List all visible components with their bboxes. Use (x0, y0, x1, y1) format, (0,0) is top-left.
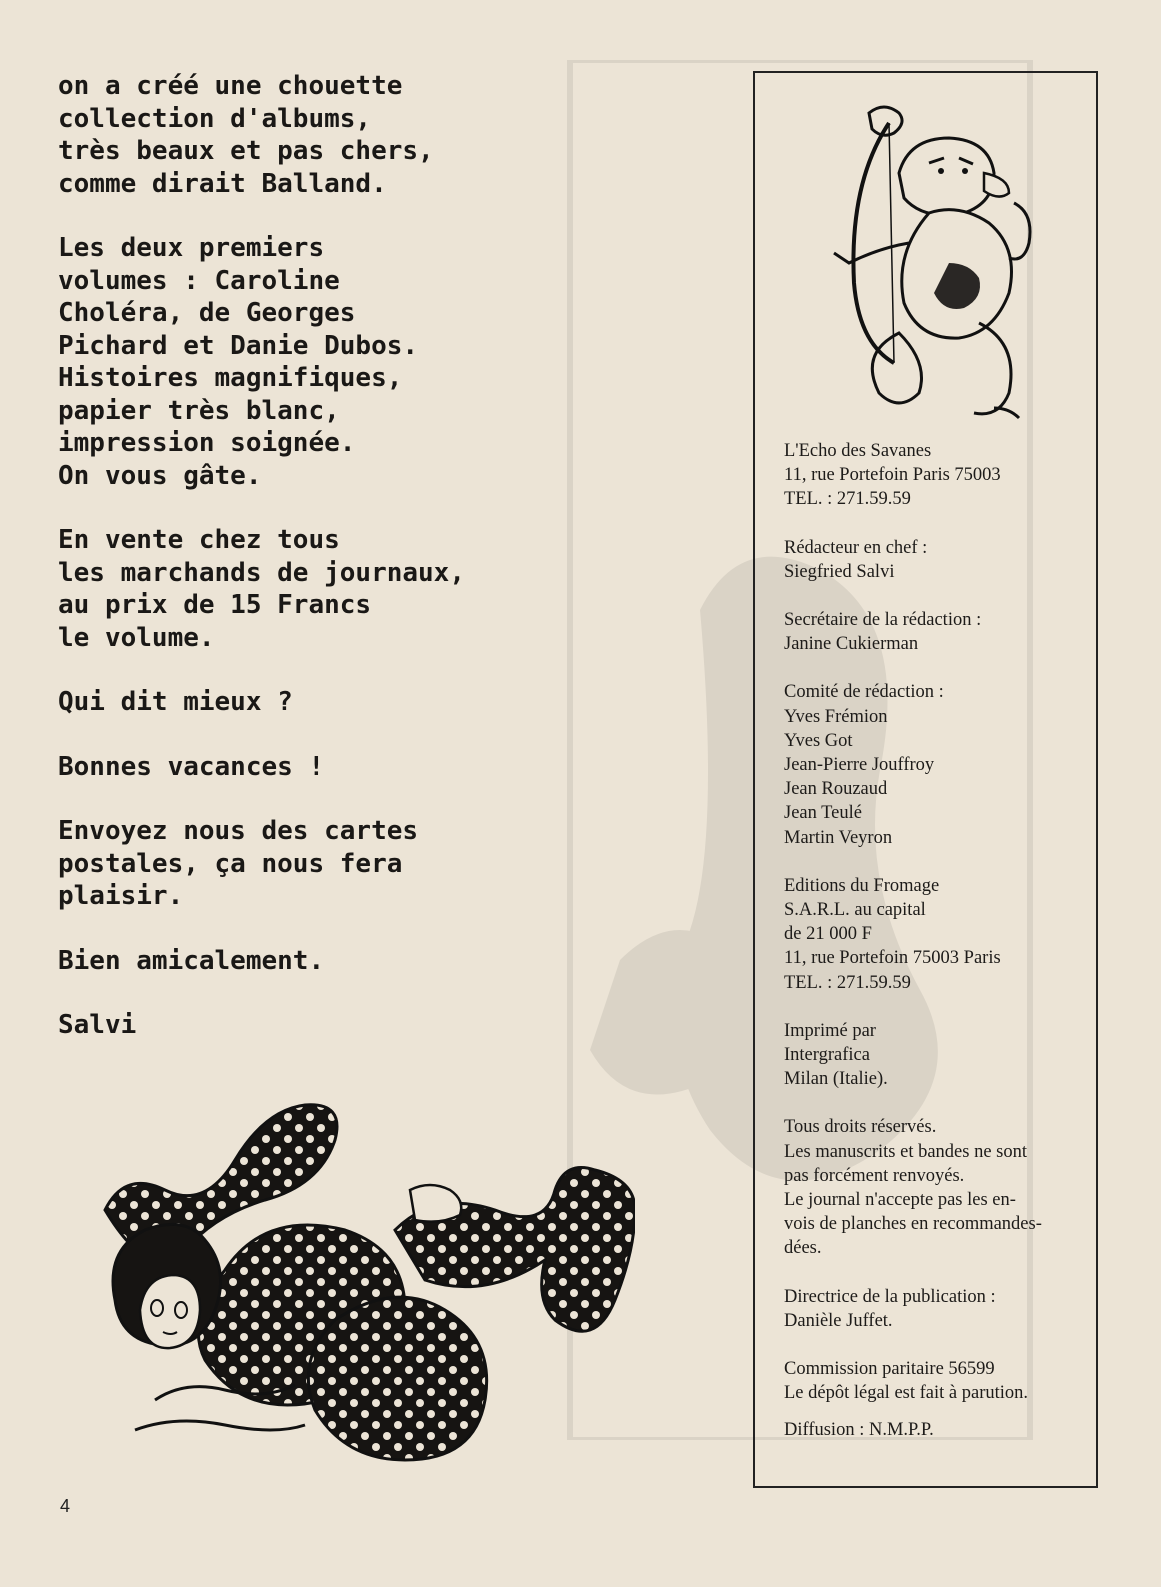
credits-line: Milan (Italie). (784, 1069, 888, 1090)
credits-line: Yves Got (784, 730, 853, 751)
credits-line: Editions du Fromage (784, 875, 940, 896)
credits-line: Commission paritaire 56599 (784, 1359, 995, 1380)
printer-info (784, 1019, 1096, 1092)
credits-line: Imprimé par (784, 1020, 876, 1041)
credits-line: Siegfried Salvi (784, 561, 895, 582)
rights-notice (784, 1115, 1096, 1260)
letter-paragraph: on a créé une chouette collection d'albums, très beaux et pas chers, comme dirait Balland. (58, 71, 434, 199)
credits-line: Les manuscrits et bandes ne sont (784, 1141, 1028, 1162)
credits-line: pas forcément renvoyés. (784, 1165, 965, 1186)
letter-paragraph: Bien amicalement. (58, 945, 325, 976)
credits-box (753, 71, 1098, 1488)
credits-line: vois de planches en recommandes- (784, 1214, 1042, 1235)
credits-line: L'Echo des Savanes (784, 441, 932, 461)
letter-paragraph: Envoyez nous des cartes postales, ça nous fera plaisir. (58, 816, 419, 911)
credits-line: Jean-Pierre Jouffroy (784, 755, 935, 776)
letter-paragraph: Bonnes vacances ! (58, 751, 325, 782)
credits-line: Le dépôt légal est fait à parution. (784, 1383, 1029, 1404)
credits-line: TEL. : 271.59.59 (784, 489, 911, 510)
credits-heading: Directrice de la publication : (784, 1286, 996, 1307)
letter-paragraph: Qui dit mieux ? (58, 687, 293, 717)
credits-line: Janine Cukierman (784, 634, 919, 655)
credits-line: Yves Frémion (784, 706, 888, 727)
letter-signature: Salvi (58, 1010, 137, 1040)
credits-line: de 21 000 F (784, 924, 872, 945)
woman-illustration (95, 1100, 635, 1480)
credits-line: dées. (784, 1238, 822, 1259)
credits-heading: Secrétaire de la rédaction : (784, 610, 982, 631)
letter-paragraph: En vente chez tous les marchands de journaux, au prix de 15 Francs le volume. (58, 525, 465, 653)
magazine-address (784, 439, 1096, 512)
commission-info (784, 1357, 1096, 1405)
credits-heading: Rédacteur en chef : (784, 537, 928, 558)
page-number: 4 (60, 1496, 71, 1516)
credits-text (784, 439, 1096, 1466)
credits-line: Jean Teulé (784, 803, 862, 824)
letter-paragraph: Les deux premiers volumes : Caroline Choléra, de Georges Pichard et Danie Dubos. Histoires magnifiques, papier très blanc, impression soignée. On vous gâte. (58, 233, 419, 491)
credits-line: Martin Veyron (784, 827, 893, 848)
credits-heading: Comité de rédaction : (784, 682, 944, 703)
credits-line: 11, rue Portefoin Paris 75003 (784, 465, 1001, 486)
editorial-secretary (784, 608, 1096, 656)
credits-line: TEL. : 271.59.59 (784, 972, 911, 993)
credits-line: Le journal n'accepte pas les en- (784, 1190, 1016, 1211)
credits-line: Danièle Juffet. (784, 1310, 893, 1331)
credits-line: Intergrafica (784, 1045, 870, 1066)
editor-in-chief (784, 536, 1096, 584)
credits-line: Diffusion : N.M.P.P. (784, 1419, 934, 1440)
distribution-info (784, 1418, 1096, 1442)
credits-line: Tous droits réservés. (784, 1117, 937, 1138)
editorial-letter (58, 70, 578, 1042)
credits-line: Jean Rouzaud (784, 779, 888, 800)
publisher-info (784, 874, 1096, 995)
credits-line: 11, rue Portefoin 75003 Paris (784, 948, 1001, 969)
publication-director (784, 1285, 1096, 1333)
credits-line: S.A.R.L. au capital (784, 900, 926, 921)
editorial-committee (784, 680, 1096, 849)
archer-illustration (799, 103, 1039, 423)
